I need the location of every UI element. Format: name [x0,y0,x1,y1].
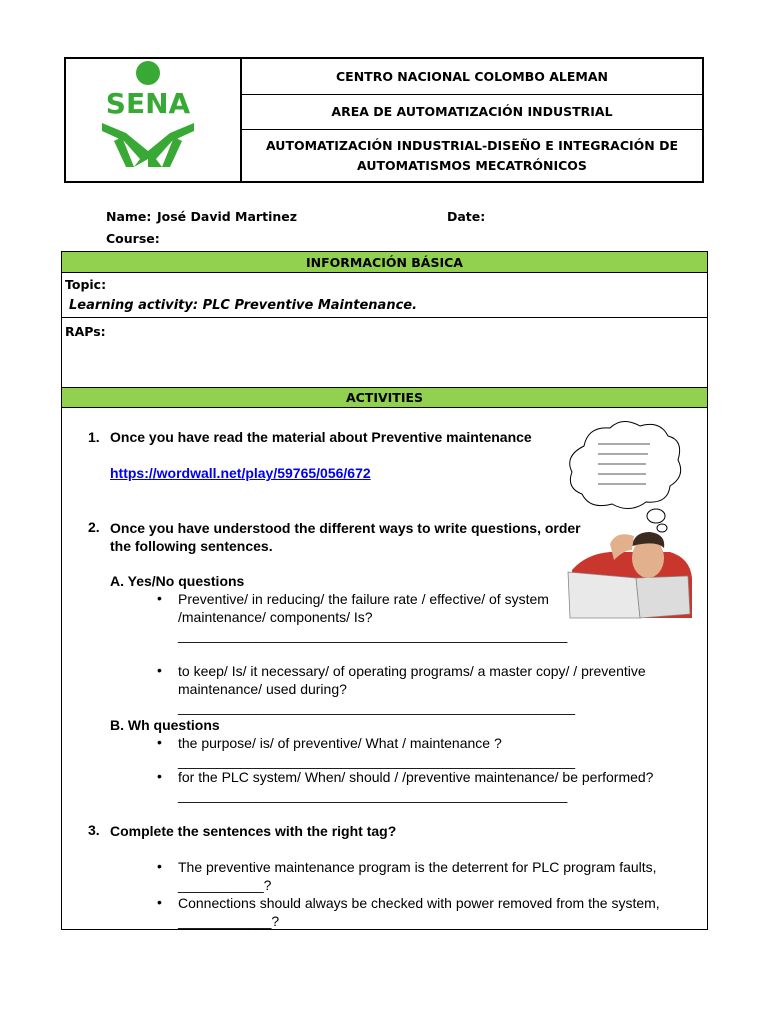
date-label: Date: [447,209,486,224]
sena-logo [66,59,240,181]
q2-line-2: the following sentences. [110,538,273,554]
sentence-c2-line-1: Connections should always be checked with power removed from the system, [178,895,660,911]
yes-no-heading: A. Yes/No questions [110,573,245,589]
bullet: • [157,894,162,910]
sentence-c1-line-1: The preventive maintenance program is the deterrent for PLC program faults, [178,859,657,875]
person [568,532,692,618]
sentence-b1: the purpose/ is/ of preventive/ What / maintenance ? [178,735,502,751]
answer-line-a1[interactable]: __________________________________________________ [178,627,568,643]
q3-text: Complete the sentences with the right tag? [110,823,397,839]
basic-info-band: INFORMACIÓN BÁSICA [62,252,707,273]
q1-text: Once you have read the material about Preventive maintenance [110,429,532,445]
answer-line-b2[interactable]: __________________________________________________ [178,787,568,803]
bullet: • [157,590,162,606]
bullet: • [157,768,162,784]
header-table [64,57,704,183]
sentence-c1-line-2[interactable]: ___________? [178,877,272,893]
header-line-3: AUTOMATIZACIÓN INDUSTRIAL-DISEÑO E INTEGRACIÓN DE AUTOMATISMOS MECATRÓNICOS [266,138,678,173]
course-label: Course: [106,231,160,246]
raps-label: RAPs: [65,324,106,339]
answer-line-a2[interactable]: ___________________________________________________ [178,699,576,715]
logo-wordmark: SENA [105,87,191,120]
thinking-person-illustration [566,418,696,620]
logo-cell [66,59,242,181]
thought-bubble [570,421,681,532]
activities-band: ACTIVITIES [62,387,707,408]
sentence-b2: for the PLC system/ When/ should / /preventive maintenance/ be performed? [178,769,654,785]
q1-number: 1. [88,429,100,445]
name-label: Name: [106,209,152,224]
sentence-c2-line-2[interactable]: ____________? [178,913,280,929]
sentence-a2-line-2: maintenance/ used during? [178,681,347,697]
q3-number: 3. [88,822,100,838]
topic-label: Topic: [65,277,107,292]
wordwall-link[interactable]: https://wordwall.net/play/59765/056/672 [110,465,371,481]
bullet: • [157,734,162,750]
answer-line-b1[interactable]: ___________________________________________________ [178,753,576,769]
wh-heading: B. Wh questions [110,717,220,733]
q2-line-1: Once you have understood the different ways to write questions, order [110,520,581,536]
sentence-a2-line-1: to keep/ Is/ it necessary/ of operating programs/ a master copy/ / preventive [178,663,646,679]
bullet: • [157,858,162,874]
name-value: José David Martinez [157,209,298,224]
q2-number: 2. [88,519,100,535]
sentence-a1-line-1: Preventive/ in reducing/ the failure rate / effective/ of system [178,591,549,607]
divider [62,317,707,318]
header-line-1: CENTRO NACIONAL COLOMBO ALEMAN [242,59,702,95]
header-line-2: AREA DE AUTOMATIZACIÓN INDUSTRIAL [242,95,702,130]
sentence-a1-line-2: /maintenance/ components/ Is? [178,609,373,625]
bullet: • [157,662,162,678]
learning-activity: Learning activity: PLC Preventive Maintenance. [69,298,418,313]
